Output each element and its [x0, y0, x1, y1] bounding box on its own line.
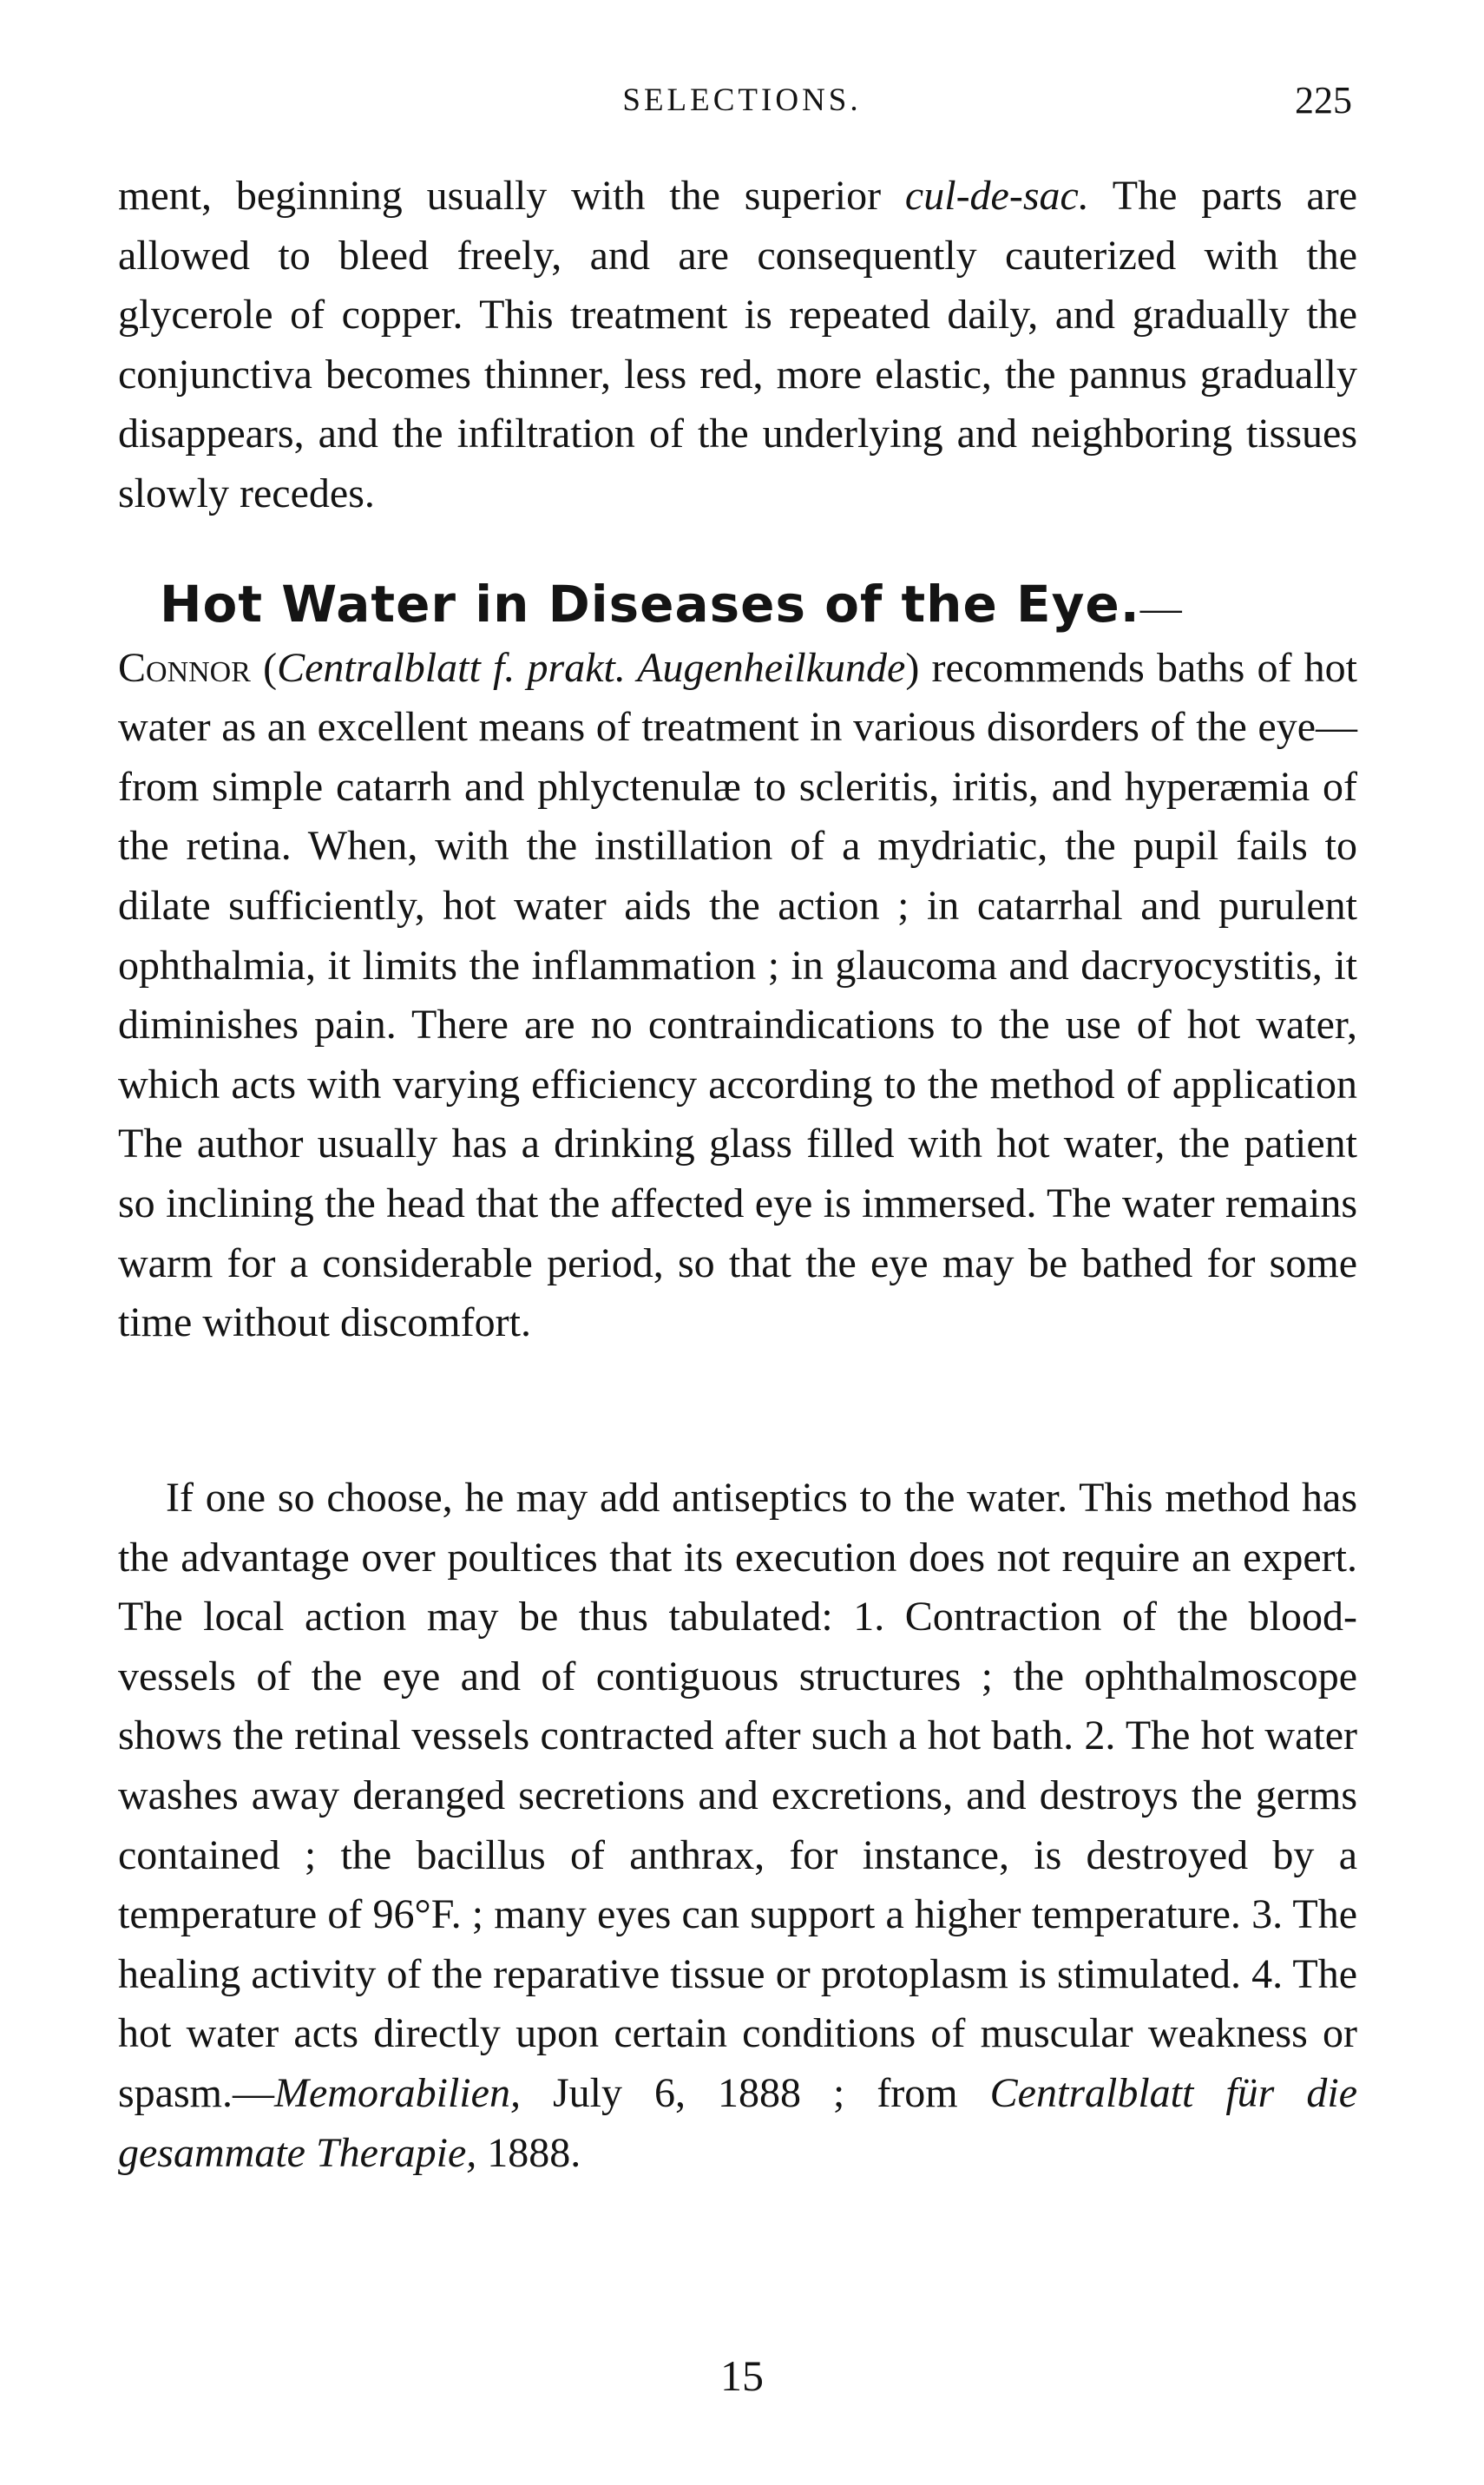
source-close-paren: ) [905, 644, 920, 691]
citation-date: July 6, 1888 ; from [520, 2069, 990, 2116]
second-paragraph-body: If one so choose, he may add antiseptics to the water. This method has the advantage over poultices that its execution does not require an expert. The local action may be thus tabulated: 1. Contraction of the blood-vessels of the eye and of contiguous structures ; the ophthalmoscope shows the retinal vessels contracted after such a hot bath. 2. The hot water washes away deranged secretions and excretions, and destroys the germs contained ; the bacillus of anthrax, for instance, is destroyed by a temperature of 96°F. ; many eyes can support a higher temperature. 3. The healing activity of the reparative tissue or protoplasm is stimulated. 4. The hot water acts directly upon certain conditions of muscular weakness or spasm.— [118, 1475, 1357, 2116]
article-body: recommends baths of hot water as an excellent means of treatment in various disorders of the eye—from simple catarrh and phlyctenulæ to scleritis, iritis, and hyperæmia of the retina. When, with the instillation of a mydriatic, the pupil fails to dilate sufficiently, hot water aids the action ; in catarrhal and purulent ophthalmia, it limits the inflammation ; in glaucoma and dacryocystitis, it diminishes pain. There are no contraindications to the use of hot water, which acts with varying efficiency according to the method of application The author usually has a drinking glass filled with hot water, the patient so inclining the head that the affected eye is immersed. The water remains warm for a considerable period, so that the eye may be bathed for some time without discomfort. [118, 644, 1358, 1346]
second-paragraph [118, 1469, 1357, 2183]
continued-paragraph-text [118, 167, 1357, 524]
heading-dash: — [1139, 585, 1182, 631]
article-source: Centralblatt f. prakt. Augenheilkunde [277, 644, 906, 691]
signature-mark: 15 [720, 2351, 764, 2400]
citation-centralblatt: Centralblatt für die gesammate Therapie, [118, 2069, 1358, 2176]
running-head [0, 78, 1484, 130]
continued-italic-term: cul-de-sac. [904, 173, 1089, 219]
continued-text-part-1: ment, beginning usually with the superior [118, 173, 905, 219]
article-paragraph [118, 575, 1357, 1353]
continued-text-part-2: The parts are allowed to bleed freely, and are consequently cauterized with the glycerole of copper. This treatment is repeated daily, and gradually the conjunctiva becomes thinner, less red, more elastic, the pannus gradually disappears, and the infiltration of the underlying and neighboring tissues slowly recedes. [118, 173, 1358, 516]
article-author: Connor [118, 644, 251, 691]
article [118, 575, 1357, 1353]
page-number: 225 [1295, 79, 1352, 122]
citation-memorabilien: Memorabilien, [274, 2069, 521, 2116]
second-paragraph-text [118, 1469, 1357, 2183]
citation-year: 1888. [476, 2129, 581, 2176]
running-head-title: SELECTIONS. [622, 82, 862, 118]
continued-paragraph [118, 167, 1357, 524]
source-open-paren: ( [250, 644, 278, 691]
article-heading: Hot Water in Diseases of the Eye. [160, 575, 1140, 634]
